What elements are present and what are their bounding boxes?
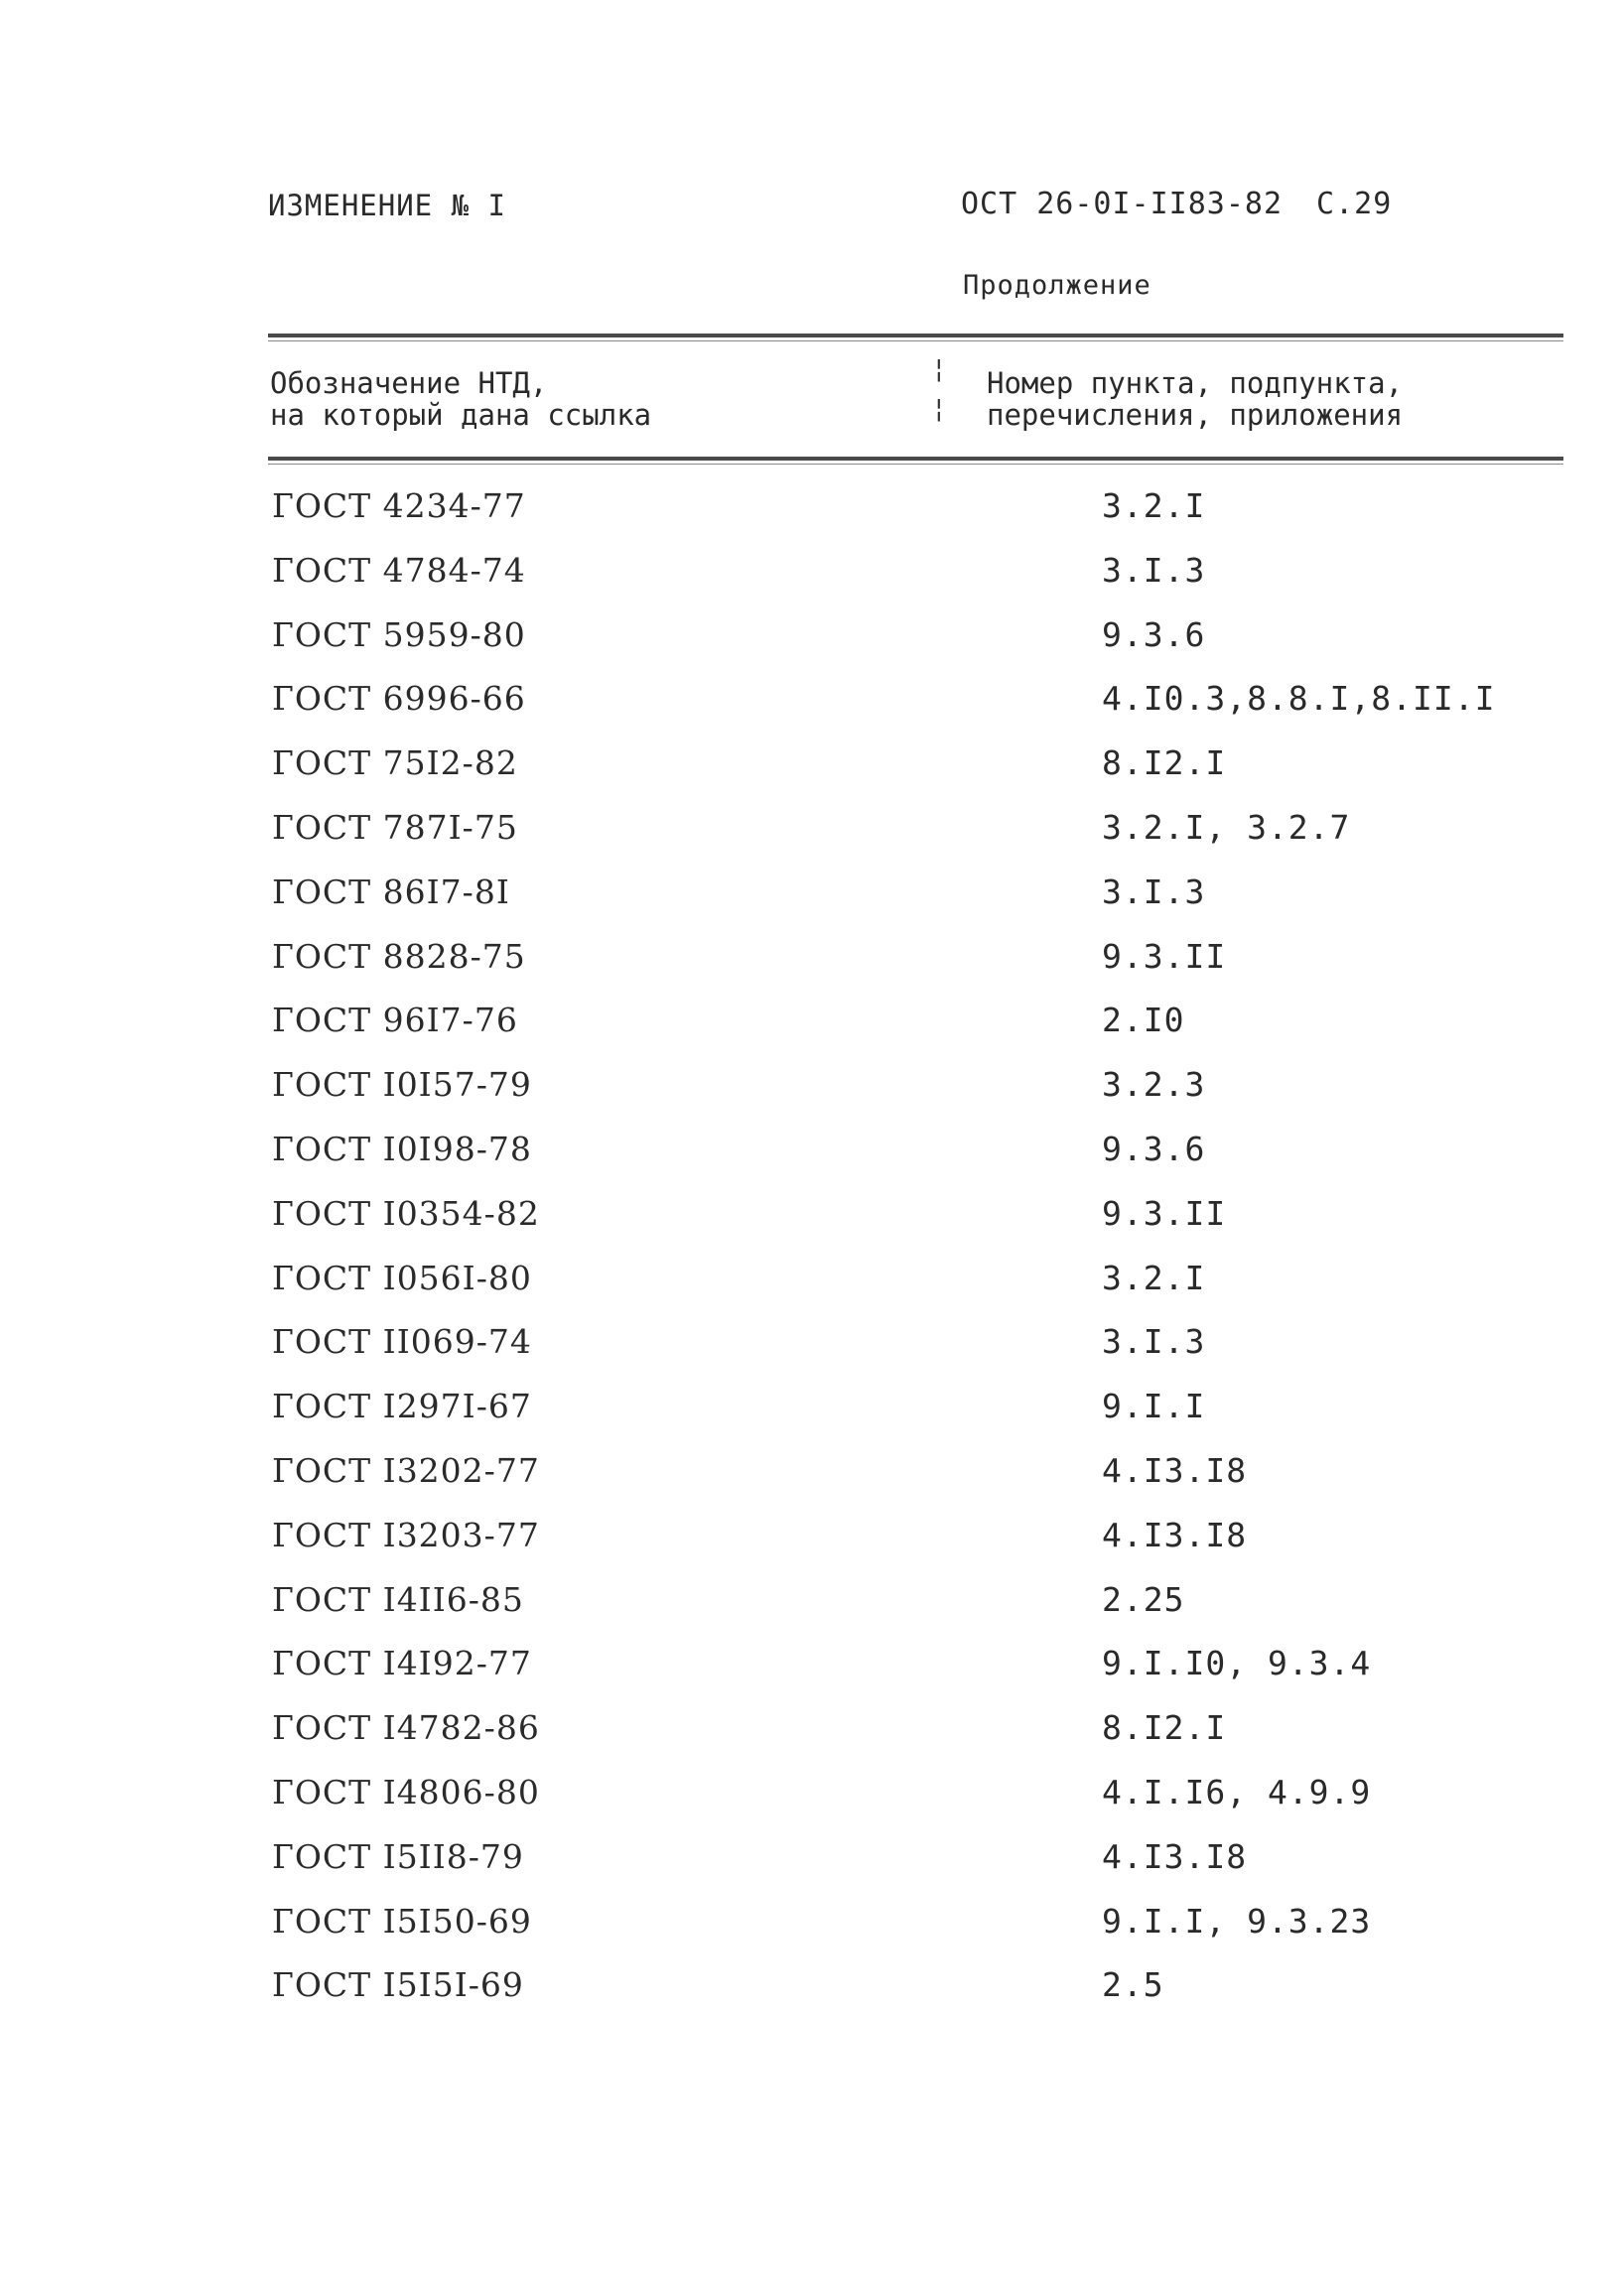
table-row [0,1259,1624,1322]
reference-cell: ГОСТ I4806-80 [272,1773,540,1811]
column-header-clause-line1: Номер пункта, подпункта, [987,366,1404,400]
table-row [0,551,1624,614]
clause-cell: 3.2.I [1102,1259,1206,1297]
clause-cell: 9.I.I, 9.3.23 [1102,1902,1372,1941]
clause-cell: 4.I3.I8 [1102,1516,1248,1554]
column-header-reference [270,367,651,431]
reference-cell: ГОСТ I297I-67 [272,1387,532,1425]
clause-cell: 2.25 [1102,1580,1185,1619]
reference-cell: ГОСТ I5II8-79 [272,1837,524,1876]
reference-cell: ГОСТ I0I57-79 [272,1065,532,1104]
clause-cell: 9.3.II [1102,937,1227,976]
clause-cell: 2.I0 [1102,1001,1185,1039]
clause-cell: 3.2.I [1102,486,1206,525]
table-row [0,615,1624,679]
table-row [0,1516,1624,1579]
continuation-label: Продолжение [963,270,1151,301]
table-row [0,1902,1624,1965]
reference-cell: ГОСТ I0354-82 [272,1194,540,1233]
reference-cell: ГОСТ 4234-77 [272,486,526,525]
clause-cell: 9.I.I0, 9.3.4 [1102,1644,1372,1682]
table-row [0,679,1624,742]
table-row [0,1837,1624,1901]
clause-cell: 3.I.3 [1102,551,1206,590]
clause-cell: 9.3.6 [1102,615,1206,654]
clause-cell: 2.5 [1102,1965,1164,2004]
reference-cell: ГОСТ 4784-74 [272,551,526,590]
reference-cell: ГОСТ 5959-80 [272,615,526,654]
reference-cell: ГОСТ I056I-80 [272,1259,532,1297]
clause-cell: 3.2.I, 3.2.7 [1102,808,1351,847]
reference-cell: ГОСТ 6996-66 [272,679,526,718]
clause-cell: 4.I3.I8 [1102,1837,1248,1876]
table-header-rule [268,457,1563,465]
table-row [0,1387,1624,1450]
clause-cell: 8.I2.I [1102,743,1227,782]
table-row [0,1001,1624,1064]
reference-cell: ГОСТ I4782-86 [272,1708,540,1747]
reference-cell: ГОСТ I3203-77 [272,1516,540,1554]
table-row [0,743,1624,807]
page-number: С.29 [1316,187,1393,221]
standard-number: ОСТ 26-0I-II83-82 [961,187,1284,221]
reference-cell: ГОСТ II069-74 [272,1322,532,1361]
reference-cell: ГОСТ 787I-75 [272,808,518,847]
table-row [0,1451,1624,1515]
reference-cell: ГОСТ I5I50-69 [272,1902,532,1941]
reference-cell: ГОСТ I4II6-85 [272,1580,524,1619]
table-row [0,1065,1624,1129]
table-row [0,872,1624,936]
standard-header [961,187,1392,221]
table-top-rule [268,334,1563,341]
clause-cell: 9.I.I [1102,1387,1206,1425]
table-row [0,1773,1624,1836]
reference-cell: ГОСТ 96I7-76 [272,1001,518,1039]
table-row [0,937,1624,1001]
column-header-clause [987,367,1403,431]
clause-cell: 4.I3.I8 [1102,1451,1248,1490]
column-header-reference-line2: на который дана ссылка [270,398,652,432]
table-row [0,1708,1624,1772]
table-row [0,1965,1624,2029]
reference-cell: ГОСТ 75I2-82 [272,743,518,782]
reference-cell: ГОСТ 8828-75 [272,937,526,976]
table-row [0,1644,1624,1707]
column-separator: ¦ ¦ [931,354,947,424]
table-row [0,486,1624,550]
reference-cell: ГОСТ I5I5I-69 [272,1965,524,2004]
reference-cell: ГОСТ I3202-77 [272,1451,540,1490]
column-header-clause-line2: перечисления, приложения [987,398,1404,432]
clause-cell: 8.I2.I [1102,1708,1227,1747]
table-row [0,808,1624,871]
table-row [0,1194,1624,1258]
table-row [0,1580,1624,1644]
reference-cell: ГОСТ I0I98-78 [272,1130,532,1168]
clause-cell: 4.I0.3,8.8.I,8.II.I [1102,679,1496,718]
clause-cell: 3.I.3 [1102,1322,1206,1361]
clause-cell: 9.3.6 [1102,1130,1206,1168]
reference-cell: ГОСТ I4I92-77 [272,1644,532,1682]
amendment-label: ИЗМЕНЕНИЕ № I [268,189,506,222]
clause-cell: 4.I.I6, 4.9.9 [1102,1773,1372,1811]
column-header-reference-line1: Обозначение НТД, [270,366,548,400]
table-row [0,1322,1624,1386]
clause-cell: 3.I.3 [1102,872,1206,911]
clause-cell: 3.2.3 [1102,1065,1206,1104]
reference-cell: ГОСТ 86I7-8I [272,872,510,911]
clause-cell: 9.3.II [1102,1194,1227,1233]
table-row [0,1130,1624,1193]
